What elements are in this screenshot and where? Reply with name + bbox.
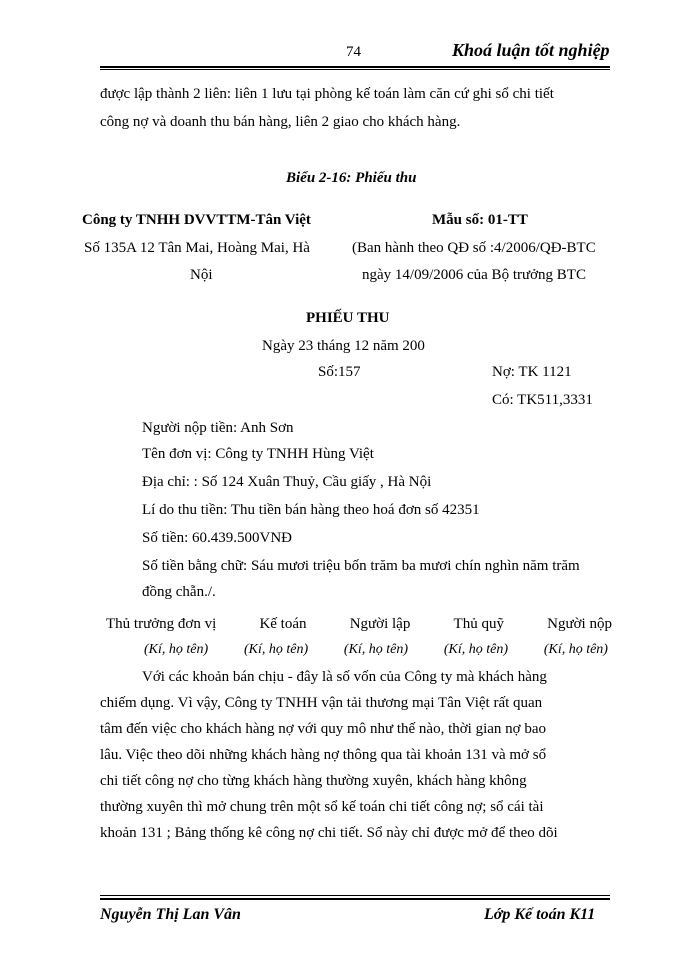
signature-note: (Kí, họ tên) (243, 642, 309, 657)
signature-note: (Kí, họ tên) (543, 642, 608, 657)
signature-note: (Kí, họ tên) (443, 642, 509, 657)
page-number: 74 (346, 44, 361, 60)
signature-role: Người lập (349, 616, 411, 632)
company-address-line-1: Số 135A 12 Tân Mai, Hoàng Mai, Hà (84, 240, 310, 256)
body-line: lâu. Việc theo dõi những khách hàng nợ thông qua tài khoản 131 và mở sổ (100, 747, 547, 763)
body-line: tâm đến việc cho khách hàng nợ với quy mô như thế nào, thời gian nợ bao (100, 721, 547, 737)
signature-notes-row (144, 642, 608, 658)
footer-rule-thin (100, 895, 610, 896)
receipt-date: Ngày 23 tháng 12 năm 200 (262, 338, 425, 354)
signature-note: (Kí, họ tên) (144, 642, 209, 657)
body-line: chi tiết công nợ cho từng khách hàng thường xuyên, khách hàng không (100, 773, 527, 789)
body-paragraph (100, 664, 610, 846)
unit-field: Tên đơn vị: Công ty TNHH Hùng Việt (142, 446, 374, 462)
footer-author: Nguyễn Thị Lan Vân (100, 906, 241, 923)
header-rule (100, 66, 610, 68)
signature-role: Thủ trưởng đơn vị (106, 616, 217, 632)
figure-caption: Biểu 2-16: Phiếu thu (286, 170, 417, 186)
body-line: thường xuyên thì mở chung trên một sổ kế toán chi tiết công nợ; sổ cái tài (100, 799, 544, 815)
amount-words-line-1: Số tiền bằng chữ: Sáu mươi triệu bốn trăm ba mươi chín nghìn năm trăm (142, 558, 580, 574)
address-field: Địa chỉ: : Số 124 Xuân Thuỷ, Cầu giấy , Hà Nội (142, 474, 432, 490)
receipt-title: PHIẾU THU (306, 310, 390, 326)
company-name: Công ty TNHH DVVTTM-Tân Việt (82, 212, 311, 228)
header-rule-thin (100, 69, 610, 70)
decree-line-1: (Ban hành theo QĐ số :4/2006/QĐ-BTC (352, 240, 596, 256)
footer-class: Lớp Kế toán K11 (484, 906, 596, 923)
decree-line-2: ngày 14/09/2006 của Bộ trưởng BTC (362, 267, 586, 283)
payer-field: Người nộp tiền: Anh Sơn (142, 420, 294, 436)
body-line: Với các khoản bán chịu - đây là số vốn của Công ty mà khách hàng (142, 669, 547, 685)
intro-line-2: công nợ và doanh thu bán hàng, liên 2 giao cho khách hàng. (100, 114, 461, 130)
body-line: chiếm dụng. Vì vậy, Công ty TNHH vận tải thương mại Tân Việt rất quan (100, 695, 543, 711)
signature-role: Kế toán (259, 616, 307, 632)
body-line: khoản 131 ; Bảng thống kê công nợ chi tiết. Sổ này chỉ được mở để theo dõi (100, 825, 558, 841)
reason-field: Lí do thu tiền: Thu tiền bán hàng theo hoá đơn số 42351 (142, 502, 480, 518)
intro-line-1: được lập thành 2 liên: liên 1 lưu tại phòng kế toán làm căn cứ ghi sổ chi tiết (100, 86, 554, 102)
receipt-debit: Nợ: TK 1121 (492, 364, 572, 380)
receipt-number: Số:157 (318, 364, 361, 380)
footer-rule (100, 898, 610, 900)
amount-words-line-2: đồng chẵn./. (142, 584, 216, 600)
amount-field: Số tiền: 60.439.500VNĐ (142, 530, 292, 546)
signature-note: (Kí, họ tên) (343, 642, 409, 657)
signature-roles-row (106, 616, 612, 633)
company-address-line-2: Nội (190, 267, 213, 283)
form-code: Mẫu số: 01-TT (432, 212, 528, 228)
signature-role: Thủ quỹ (453, 616, 504, 632)
receipt-credit: Có: TK511,3331 (492, 392, 593, 408)
header-title: Khoá luận tốt nghiệp (452, 40, 610, 60)
signature-role: Người nộp (547, 616, 612, 632)
